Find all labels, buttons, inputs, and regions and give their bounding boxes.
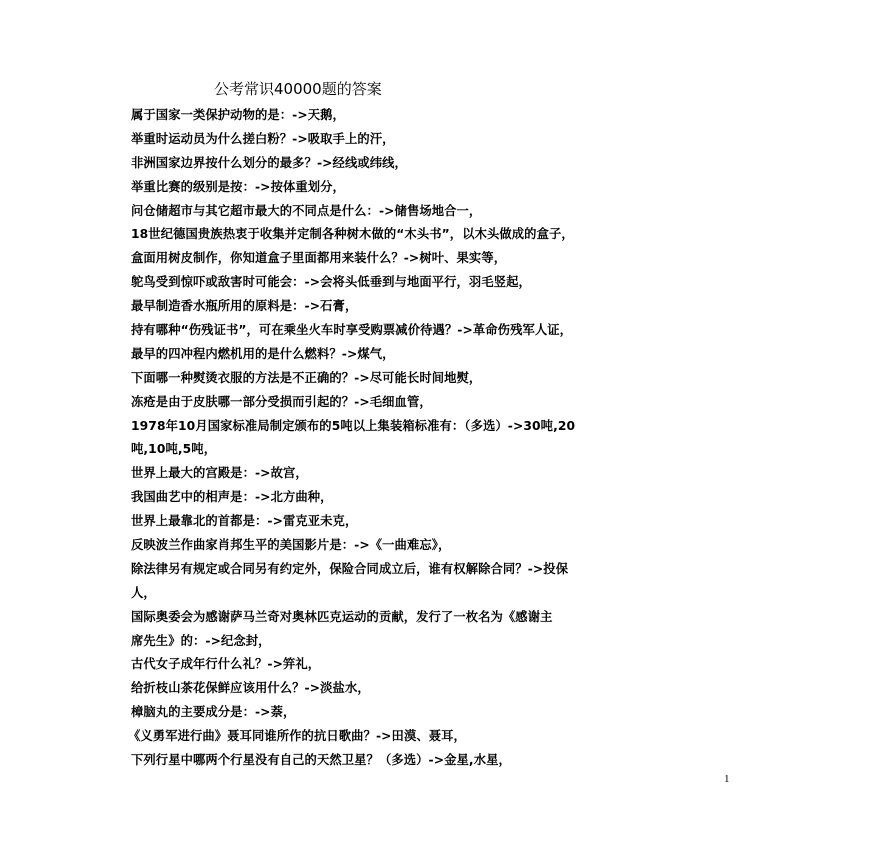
text-line: 给折枝山茶花保鲜应该用什么？->淡盐水， [131, 681, 370, 696]
text-line: 吨,10吨,5吨， [131, 442, 217, 457]
text-line: 国际奥委会为感谢萨马兰奇对奥林匹克运动的贡献，发行了一枚名为《感谢主 [131, 609, 553, 624]
page-number: 1 [724, 773, 730, 785]
text-line: 举重时运动员为什么搓白粉？->吸取手上的汗， [131, 131, 395, 146]
text-line: 樟脑丸的主要成分是：->萘， [131, 705, 296, 720]
document-title: 公考常识40000题的答案 [214, 80, 382, 98]
text-line: 我国曲艺中的相声是：->北方曲种， [131, 490, 333, 505]
text-line: 最早的四冲程内燃机用的是什么燃料？->煤气， [131, 346, 395, 361]
text-line: 举重比赛的级别是按：->按体重划分， [131, 179, 345, 194]
text-line: 除法律另有规定或合同另有约定外，保险合同成立后，谁有权解除合同？->投保 [131, 561, 569, 576]
text-line: 席先生》的：->纪念封， [131, 633, 271, 648]
text-line: 古代女子成年行什么礼？->笄礼， [131, 657, 321, 672]
text-line: 属于国家一类保护动物的是：->天鹅， [131, 108, 345, 122]
document-body [128, 104, 743, 773]
text-line: 鸵鸟受到惊吓或敌害时可能会：->会将头低垂到与地面平行，羽毛竖起， [131, 275, 531, 290]
text-line: 盒面用树皮制作，你知道盒子里面都用来装什么？->树叶、果实等， [131, 251, 507, 266]
text-line: 1978年10月国家标准局制定颁布的5吨以上集装箱标准有：（多选）->30吨,20 [131, 418, 576, 433]
text-line: 《义勇军进行曲》聂耳同谁所作的抗日歌曲？->田漠、聂耳， [128, 729, 466, 744]
text-line: 世界上最靠北的首都是：->雷克亚未克， [131, 514, 358, 529]
text-line: 冻疮是由于皮肤哪一部分受损而引起的？->毛细血管， [131, 394, 432, 409]
text-line: 下面哪一种熨烫衣服的方法是不正确的？->尽可能长时间地熨， [131, 370, 482, 385]
text-line: 非洲国家边界按什么划分的最多？->经线或纬线， [131, 155, 407, 170]
text-line: 反映波兰作曲家肖邦生平的美国影片是：->《一曲难忘》， [131, 538, 451, 553]
text-line: 18世纪德国贵族热衷于收集并定制各种树木做的“木头书”，以木头做成的盒子， [131, 227, 574, 242]
text-line: 世界上最大的宫殿是：->故宫， [131, 466, 308, 481]
text-line: 持有哪种“伤残证书”，可在乘坐火车时享受购票减价待遇？->革命伤残军人证， [131, 323, 573, 338]
text-line: 最早制造香水瓶所用的原料是：->石膏， [131, 299, 358, 314]
text-line: 下列行星中哪两个行星没有自己的天然卫星？（多选）->金星,水星， [131, 753, 511, 768]
text-line: 问仓储超市与其它超市最大的不同点是什么：->储售场地合一， [131, 203, 482, 218]
text-line: 人， [131, 585, 156, 600]
